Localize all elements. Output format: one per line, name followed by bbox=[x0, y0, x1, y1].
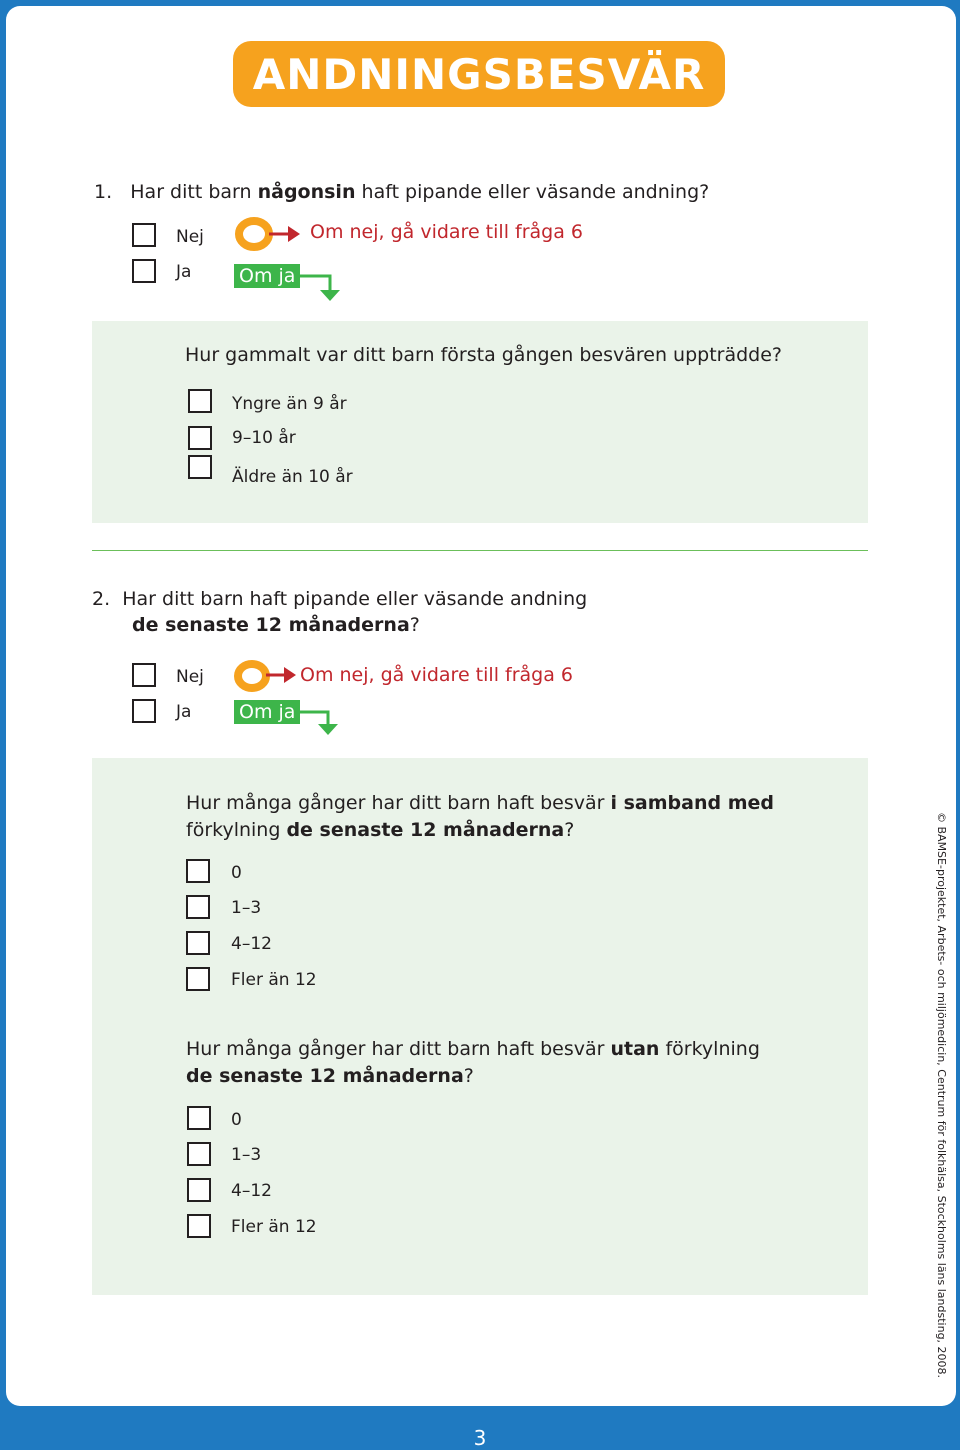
q2-ja-checkbox[interactable] bbox=[132, 699, 156, 723]
q1-ja-checkbox[interactable] bbox=[132, 259, 156, 283]
q2-sub1-line-2 bbox=[186, 817, 574, 843]
q2-nej-label: Nej bbox=[176, 667, 204, 687]
q2-sub2-period: de senaste 12 månaderna bbox=[186, 1065, 464, 1087]
page-title: ANDNINGSBESVÄR bbox=[233, 41, 725, 107]
q2-sub2-qmark: ? bbox=[463, 1065, 474, 1087]
page-number: 3 bbox=[473, 1426, 487, 1450]
q1-nej-label: Nej bbox=[176, 227, 204, 247]
q2-ja-label: Ja bbox=[176, 702, 192, 722]
q1-down-arrow-icon bbox=[296, 268, 344, 304]
q2-sub1-text: Hur många gånger har ditt barn haft besvär bbox=[186, 792, 611, 814]
age-over-10-checkbox[interactable] bbox=[188, 455, 212, 479]
q2-sub2-text: Hur många gånger har ditt barn haft besvär bbox=[186, 1038, 611, 1060]
question-1-text-post: haft pipande eller väsande andning? bbox=[355, 181, 710, 203]
sub1-4-12-checkbox[interactable] bbox=[186, 931, 210, 955]
question-2-line-1 bbox=[92, 586, 587, 612]
age-under-9-checkbox[interactable] bbox=[188, 389, 212, 413]
age-under-9-label: Yngre än 9 år bbox=[232, 394, 347, 414]
sub1-0-checkbox[interactable] bbox=[186, 859, 210, 883]
sub1-1-3-label: 1–3 bbox=[231, 898, 262, 918]
sub2-over-12-label: Fler än 12 bbox=[231, 1217, 317, 1237]
q2-sub2-text-post: förkylning bbox=[659, 1038, 760, 1060]
q2-skip-arrow-icon bbox=[232, 656, 302, 696]
q2-if-yes-label: Om ja bbox=[234, 700, 300, 724]
sub2-0-label: 0 bbox=[231, 1110, 242, 1130]
question-2-text: Har ditt barn haft pipande eller väsande andning bbox=[122, 588, 588, 610]
question-2-period: de senaste 12 månaderna bbox=[132, 614, 410, 636]
sub2-4-12-label: 4–12 bbox=[231, 1181, 272, 1201]
section-divider bbox=[92, 550, 868, 551]
q2-sub2-bold: utan bbox=[610, 1038, 660, 1060]
question-2-qmark: ? bbox=[409, 614, 420, 636]
q2-sub1-line-1 bbox=[186, 790, 774, 816]
question-2-line-2 bbox=[132, 612, 420, 638]
question-1-number: 1. bbox=[94, 181, 113, 203]
sub1-4-12-label: 4–12 bbox=[231, 934, 272, 954]
question-1-text-bold: någonsin bbox=[257, 181, 356, 203]
sub1-over-12-checkbox[interactable] bbox=[186, 967, 210, 991]
q2-down-arrow-icon bbox=[296, 704, 344, 740]
q2-sub1-bold: i samband med bbox=[610, 792, 774, 814]
sub2-0-checkbox[interactable] bbox=[187, 1106, 211, 1130]
sub1-0-label: 0 bbox=[231, 863, 242, 883]
q1-followup-question: Hur gammalt var ditt barn första gången besvären uppträdde? bbox=[185, 344, 782, 366]
q1-nej-checkbox[interactable] bbox=[132, 223, 156, 247]
sub2-1-3-checkbox[interactable] bbox=[187, 1142, 211, 1166]
q2-skip-instruction: Om nej, gå vidare till fråga 6 bbox=[300, 664, 573, 686]
q1-skip-instruction: Om nej, gå vidare till fråga 6 bbox=[310, 221, 583, 243]
question-2-number: 2. bbox=[92, 588, 111, 610]
sub2-4-12-checkbox[interactable] bbox=[187, 1178, 211, 1202]
q2-sub2-line-1 bbox=[186, 1036, 760, 1062]
q2-sub1-qmark: ? bbox=[564, 819, 575, 841]
sub2-over-12-checkbox[interactable] bbox=[187, 1214, 211, 1238]
q2-sub2-line-2 bbox=[186, 1063, 474, 1089]
question-1 bbox=[94, 179, 709, 205]
q2-sub1-period: de senaste 12 månaderna bbox=[286, 819, 565, 841]
age-9-10-checkbox[interactable] bbox=[188, 426, 212, 450]
q1-skip-arrow-icon bbox=[232, 214, 302, 254]
q2-sub1-text-2: förkylning bbox=[186, 819, 287, 841]
sub1-over-12-label: Fler än 12 bbox=[231, 970, 317, 990]
age-9-10-label: 9–10 år bbox=[232, 428, 296, 448]
q2-nej-checkbox[interactable] bbox=[132, 663, 156, 687]
sub1-1-3-checkbox[interactable] bbox=[186, 895, 210, 919]
question-1-text-pre: Har ditt barn bbox=[130, 181, 258, 203]
age-over-10-label: Äldre än 10 år bbox=[232, 467, 353, 487]
q1-ja-label: Ja bbox=[176, 262, 192, 282]
q1-if-yes-label: Om ja bbox=[234, 264, 300, 288]
sub2-1-3-label: 1–3 bbox=[231, 1145, 262, 1165]
copyright-note: © BAMSE-projektet, Arbets- och miljömedicin, Centrum för folkhälsa, Stockholms läns landsting, 2008. bbox=[935, 812, 948, 1379]
